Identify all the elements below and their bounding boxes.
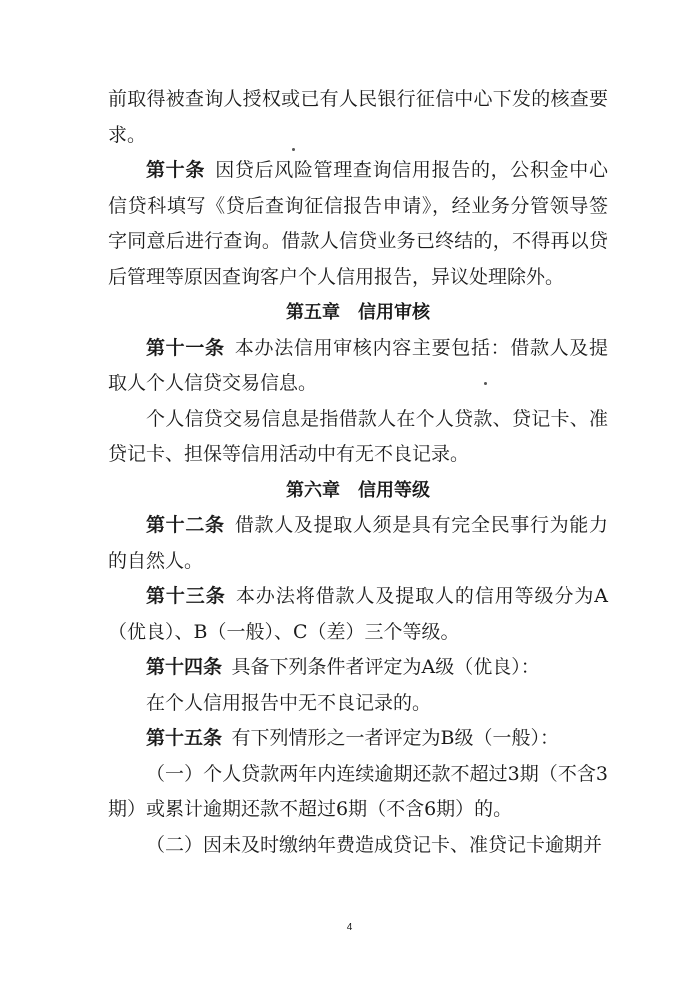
article-paragraph xyxy=(108,721,608,757)
article-label: 第十五条 xyxy=(146,727,223,749)
article-label: 第十二条 xyxy=(146,514,225,536)
body-paragraph: 在个人信用报告中无不良记录的。 xyxy=(146,691,432,714)
article-text: 本办法信用审核内容主要包括：借款人及提取人个人信贷交易信息。 xyxy=(108,336,608,394)
document-body xyxy=(108,82,608,863)
chapter-heading: 第五章 信用审核 xyxy=(286,302,430,323)
article-text: 有下列情形之一者评定为B级（一般）： xyxy=(231,727,559,749)
article-text: 借款人及提取人须是具有完全民事行为能力的自然人。 xyxy=(108,514,608,572)
article-paragraph xyxy=(108,579,608,650)
body-paragraph: 前取得被查询人授权或已有人民银行征信中心下发的核查要求。 xyxy=(108,88,608,146)
article-label: 第十三条 xyxy=(146,585,226,607)
article-text: 因贷后风险管理查询信用报告的，公积金中心信贷科填写《贷后查询征信报告申请》，经业务分管领导签字同意后进行查询。借款人信贷业务已终结的，不得再以贷后管理等原因查询客户个人信用报告，异议处理除外。 xyxy=(108,159,608,288)
article-text: 本办法将借款人及提取人的信用等级分为A（优良）、B（一般）、C（差）三个等级。 xyxy=(108,585,608,643)
article-paragraph xyxy=(108,153,608,295)
article-paragraph xyxy=(108,650,608,686)
article-paragraph xyxy=(108,331,608,402)
body-paragraph: （一）个人贷款两年内连续逾期还款不超过3期（不含3期）或累计逾期还款不超过6期（不含6期）的。 xyxy=(108,762,608,820)
article-text: 具备下列条件者评定为A级（优良）： xyxy=(231,656,540,678)
scan-speck xyxy=(292,148,295,151)
scan-speck xyxy=(484,382,487,385)
body-paragraph: （二）因未及时缴纳年费造成贷记卡、准贷记卡逾期并 xyxy=(146,833,603,856)
article-paragraph xyxy=(108,508,608,579)
chapter-heading: 第六章 信用等级 xyxy=(286,479,430,501)
article-label: 第十一条 xyxy=(146,336,225,359)
body-paragraph: 个人信贷交易信息是指借款人在个人贷款、贷记卡、准贷记卡、担保等信用活动中有无不良记录。 xyxy=(108,407,608,465)
article-label: 第十条 xyxy=(146,159,206,181)
page-number: 4 xyxy=(346,922,353,933)
article-label: 第十四条 xyxy=(146,656,223,678)
